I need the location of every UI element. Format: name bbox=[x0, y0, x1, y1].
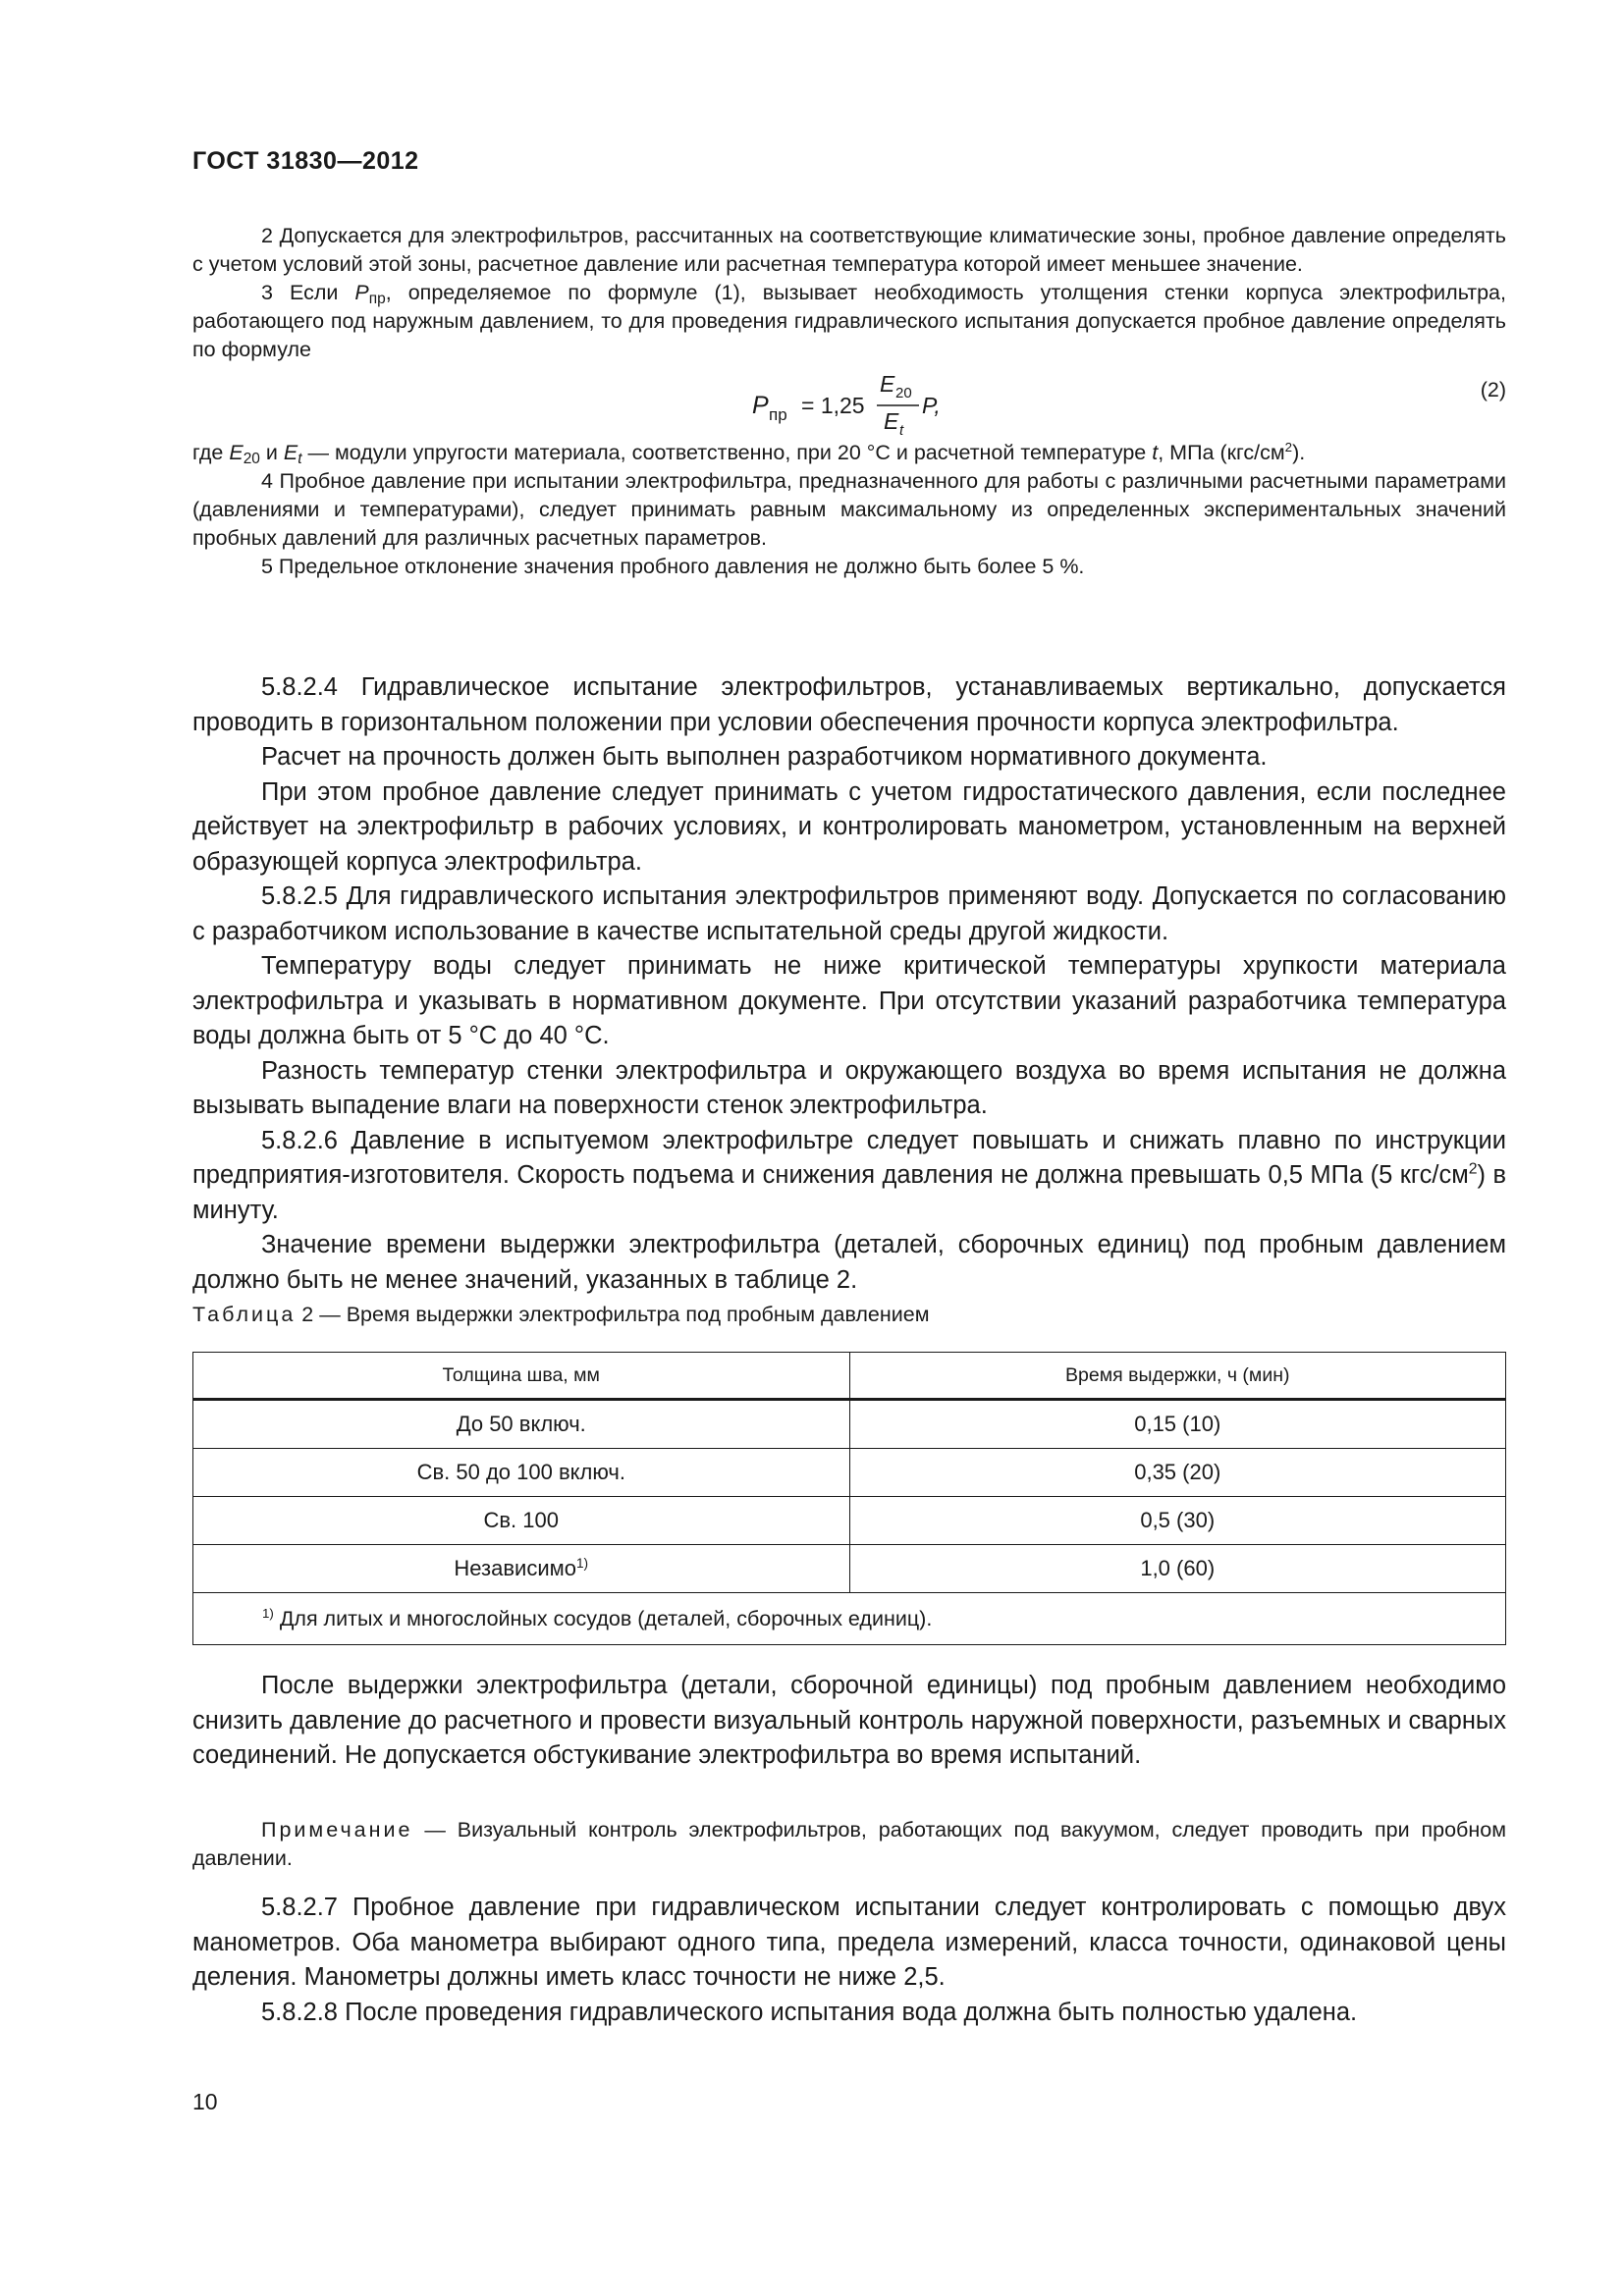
document-header: ГОСТ 31830—2012 bbox=[192, 147, 419, 175]
table-cell: До 50 включ. bbox=[193, 1400, 850, 1449]
table-2 bbox=[192, 1352, 1506, 1645]
table-header-cell: Толщина шва, мм bbox=[193, 1353, 850, 1400]
formula-lhs-sub: пр bbox=[769, 405, 787, 424]
main-text bbox=[192, 670, 1506, 1298]
table-row bbox=[193, 1400, 1506, 1449]
note-3: 3 Если $P_{пр}$, определяемое по формуле (1), вызывает необходимость утолщения стенки корпуса электрофильтра, работающего под наружным давлением, то для проведения гидравлического испытания допускается пробное давление определять по формуле bbox=[192, 281, 1506, 361]
formula-coef: = 1,25 bbox=[801, 393, 865, 418]
notes-block bbox=[192, 222, 1506, 581]
table-cell: 0,35 (20) bbox=[849, 1449, 1506, 1497]
formula-where: где $E_{20}$ и $E_t$ — модули упругости материала, соответственно, при 20 °С и расчетной температуре t, МПа $(кгс/см^2)$. bbox=[192, 440, 1306, 467]
clause-5-8-2-6: 5.8.2.6 Давление в испытуемом электрофильтре следует повышать и снижать плавно по инструкции предприятия-изготовителя. Скорость подъема и снижения давления не должна превышать 0,5 МПа (5 кгс/$см^2$) в минуту. bbox=[192, 1126, 1507, 1224]
tail-text bbox=[192, 1891, 1506, 2030]
table-row bbox=[193, 1545, 1506, 1593]
formula-lhs: P bbox=[752, 392, 769, 419]
table-cell: Независимо$^{1)}$ bbox=[193, 1545, 850, 1593]
table-cell: Св. 100 bbox=[193, 1497, 850, 1545]
table-caption: Таблица 2 — Время выдержки электрофильтра под пробным давлением bbox=[192, 1303, 930, 1326]
table-cell: 1,0 (60) bbox=[849, 1545, 1506, 1593]
table-cell: 0,15 (10) bbox=[849, 1400, 1506, 1449]
clause-5-8-2-4: 5.8.2.4 Гидравлическое испытание электрофильтров, устанавливаемых вертикально, допускается проводить в горизонтальном положении при условии обеспечения прочности корпуса электрофильтра. bbox=[192, 673, 1506, 736]
table-footnote-row bbox=[193, 1593, 1506, 1645]
formula-numerator: E bbox=[880, 371, 895, 397]
clause-5-8-2-5-temperature: Температуру воды следует принимать не ниже критической температуры хрупкости материала электрофильтра и указывать в нормативном документе. При отсутствии указаний разработчика температура воды должна быть от 5 °С до 40 °С. bbox=[192, 952, 1506, 1049]
table-row bbox=[193, 1497, 1506, 1545]
clause-5-8-2-4-strength: Расчет на прочность должен быть выполнен разработчиком нормативного документа. bbox=[261, 743, 1268, 771]
visual-control-paragraph: После выдержки электрофильтра (детали, сборочной единицы) под пробным давлением необходимо снизить давление до расчетного и провести визуальный контроль наружной поверхности, разъемных и сварных соединений. Не допускается обстукивание электрофильтра во время испытаний. bbox=[192, 1672, 1506, 1769]
formula-denominator-sub: t bbox=[899, 422, 904, 439]
clause-5-8-2-7: 5.8.2.7 Пробное давление при гидравлическом испытании следует контролировать с помощью двух манометров. Оба манометра выбирают одного типа, предела измерений, класса точности, одинаковой цены деления. Манометры должны иметь класс точности не ниже 2,5. bbox=[192, 1894, 1506, 1991]
table-header-cell: Время выдержки, ч (мин) bbox=[849, 1353, 1506, 1400]
clause-5-8-2-5-difference: Разность температур стенки электрофильтра и окружающего воздуха во время испытания не должна вызывать выпадение влаги на поверхности стенок электрофильтра. bbox=[192, 1056, 1506, 1119]
table-cell: 0,5 (30) bbox=[849, 1497, 1506, 1545]
note-4: 4 Пробное давление при испытании электрофильтра, предназначенного для работы с различными расчетными параметрами (давлениями и температурами), следует принимать равным максимальному из определенных экспериментальных значений пробных давлений для различных расчетных параметров. bbox=[192, 469, 1506, 550]
clause-5-8-2-6-time: Значение времени выдержки электрофильтра (деталей, сборочных единиц) под пробным давлением должно быть не менее значений, указанных в таблице 2. bbox=[192, 1231, 1506, 1294]
clause-5-8-2-5: 5.8.2.5 Для гидравлического испытания электрофильтров применяют воду. Допускается по согласованию с разработчиком использование в качестве испытательной среды другой жидкости. bbox=[192, 882, 1506, 945]
formula-tail: P, bbox=[922, 393, 941, 418]
table-header-row bbox=[193, 1353, 1506, 1400]
formula-denominator: E bbox=[884, 408, 899, 434]
note-5: 5 Предельное отклонение значения пробного давления не должно быть более 5 %. bbox=[261, 555, 1085, 578]
formula-2-row bbox=[192, 364, 1506, 439]
clause-5-8-2-4-pressure: При этом пробное давление следует принимать с учетом гидростатического давления, если последнее действует на электрофильтр в рабочих условиях, и контролировать манометром, установленным на верхней образующей корпуса электрофильтра. bbox=[192, 777, 1506, 876]
after-table-text bbox=[192, 1669, 1506, 1774]
note-block bbox=[192, 1816, 1506, 1873]
table-cell: Св. 50 до 100 включ. bbox=[193, 1449, 850, 1497]
formula-number: (2) bbox=[1480, 378, 1506, 401]
note-2: 2 Допускается для электрофильтров, рассчитанных на соответствующие климатические зоны, пробное давление определять с учетом условий этой зоны, расчетное давление или расчетная температура которой имеет меньшее значение. bbox=[192, 224, 1506, 276]
page-number: 10 bbox=[192, 2089, 218, 2114]
table-footnote: $^{1)}$ Для литых и многослойных сосудов (деталей, сборочных единиц). bbox=[193, 1593, 1506, 1645]
clause-5-8-2-8: 5.8.2.8 После проведения гидравлического испытания вода должна быть полностью удалена. bbox=[261, 1998, 1358, 2026]
formula-numerator-sub: 20 bbox=[895, 385, 912, 401]
table-row bbox=[193, 1449, 1506, 1497]
formula-2 bbox=[752, 364, 1145, 439]
note-paragraph: Примечание — Визуальный контроль электрофильтров, работающих под вакуумом, следует проводить при пробном давлении. bbox=[192, 1818, 1506, 1870]
